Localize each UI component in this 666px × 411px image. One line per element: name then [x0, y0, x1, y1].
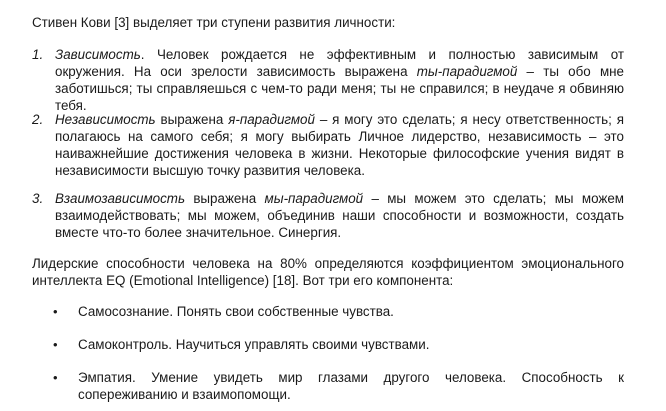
numbered-list-item-dependence — [32, 46, 624, 114]
term-dependence: Зависимость — [55, 47, 141, 62]
list-item-body — [55, 111, 624, 179]
item-text-part: – мы можем это сделать; мы можем взаимодействовать; мы можем, объединив наши способности и возможности, создать вместе что-то более значительное. Синергия. — [55, 191, 624, 240]
list-number: 2. — [32, 112, 44, 127]
bullet-item-text: Эмпатия. Умение увидеть мир глазами другого человека. Способность к сопереживанию и взаимопомощи. — [78, 370, 624, 402]
bullet-icon: • — [53, 337, 58, 352]
bullet-icon: • — [53, 370, 58, 385]
bullet-item-text: Самосознание. Понять свои собственные чувства. — [78, 304, 394, 319]
bullet-list-item-self-awareness — [53, 303, 624, 320]
numbered-list-item-independence — [32, 111, 624, 179]
eq-paragraph: Лидерские способности человека на 80% определяются коэффициентом эмоционального интеллекта EQ (Emotional Intelligence) [18]. Вот три его компонента: — [32, 256, 624, 288]
bullet-item-text: Самоконтроль. Научиться управлять своими чувствами. — [78, 337, 430, 352]
item-text-part: выражена — [185, 191, 265, 206]
list-item-body — [55, 190, 624, 241]
list-number: 3. — [32, 191, 44, 206]
item-text-part: – ты обо мне заботишься; ты справляешься с чем-то ради меня; ты не справился; в неудаче я обвиняю тебя. — [55, 64, 624, 113]
bullet-icon: • — [53, 304, 58, 319]
item-text-part: выражена — [155, 112, 229, 127]
bullet-list-item-empathy — [53, 369, 624, 403]
list-item-body — [55, 46, 624, 114]
intro-paragraph: Стивен Кови [3] выделяет три ступени развития личности: — [32, 15, 396, 30]
term-independence: Независимость — [55, 112, 156, 127]
bullet-list-item-self-control — [53, 336, 624, 353]
item-text-part: – я могу это сделать; я несу ответственность; я полагаюсь на самого себя; я могу выбирать Личное лидерство, независимость – это наиважнейшие достижения человека в жизни. Некоторые философские учения видят в независимости высшую точку развития человека. — [55, 112, 624, 178]
item-text-part: Человек рождается не эффективным и полностью зависимым от окружения. На оси зрелости зависимость выражена — [55, 47, 624, 79]
term-suffix: . — [140, 47, 145, 62]
paradigm-you: ты-парадигмой — [416, 64, 518, 79]
paradigm-we: мы-парадигмой — [264, 191, 364, 206]
term-interdependence: Взаимозависимость — [55, 191, 185, 206]
paradigm-i: я-парадигмой — [228, 112, 315, 127]
numbered-list-item-interdependence — [32, 190, 624, 241]
list-number: 1. — [32, 47, 44, 62]
